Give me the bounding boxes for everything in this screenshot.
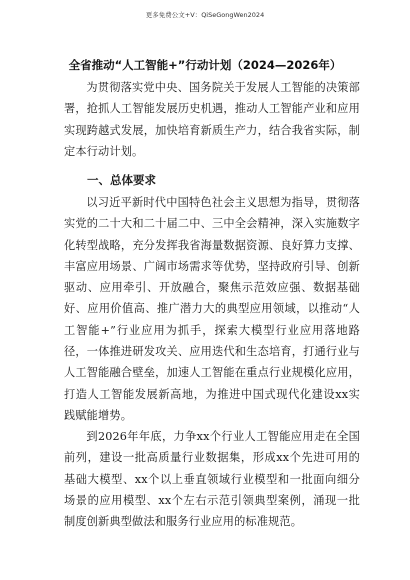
section-heading: 一、总体要求 (87, 173, 156, 187)
body-paragraph: 以习近平新时代中国特色社会主义思想为指导，贯彻落实党的二十大和二十届二中、三中全会精神，深入实施数字化转型战略，充分发挥我省海量数据资源、良好算力支撑、丰富应用场景、广阔市场需求等优势，坚持政府引导、创新驱动、应用牵引、开放融合，聚焦示范效应强、数据基础好、应用价值高、推广潜力大的典型应用领域，以推动“人工智能+”行业应用为抓手，探索大模型行业应用落地路径，一体推进研发攻关、应用迭代和生态培育，打通行业与人工智能融合壁垒，加速人工智能在重点行业规模化应用，打造人工智能发展新高地，为推进中国式现代化建设xx实践赋能增势。 (64, 196, 360, 422)
intro-paragraph: 为贯彻落实党中央、国务院关于发展人工智能的决策部署，抢抓人工智能发展历史机遇，推动人工智能产业和应用实现跨越式发展，加快培育新质生产力，结合我省实际，制定本行动计划。 (64, 81, 360, 158)
document-title: 全省推动“人工智能+”行动计划（2024—2026年） (68, 58, 342, 72)
header-note: 更多免费公文+V：QiSeGongWen2024 (145, 11, 265, 19)
body-paragraph: 到2026年年底，力争xx个行业人工智能应用走在全国前列，建设一批高质量行业数据集，形成xx个先进可用的基础大模型、xx个以上垂直领域行业模型和一批面向细分场景的应用模型、xx个左右示范引领典型案例，涌现一批制度创新典型做法和服务行业应用的标准规范。 (64, 430, 360, 529)
